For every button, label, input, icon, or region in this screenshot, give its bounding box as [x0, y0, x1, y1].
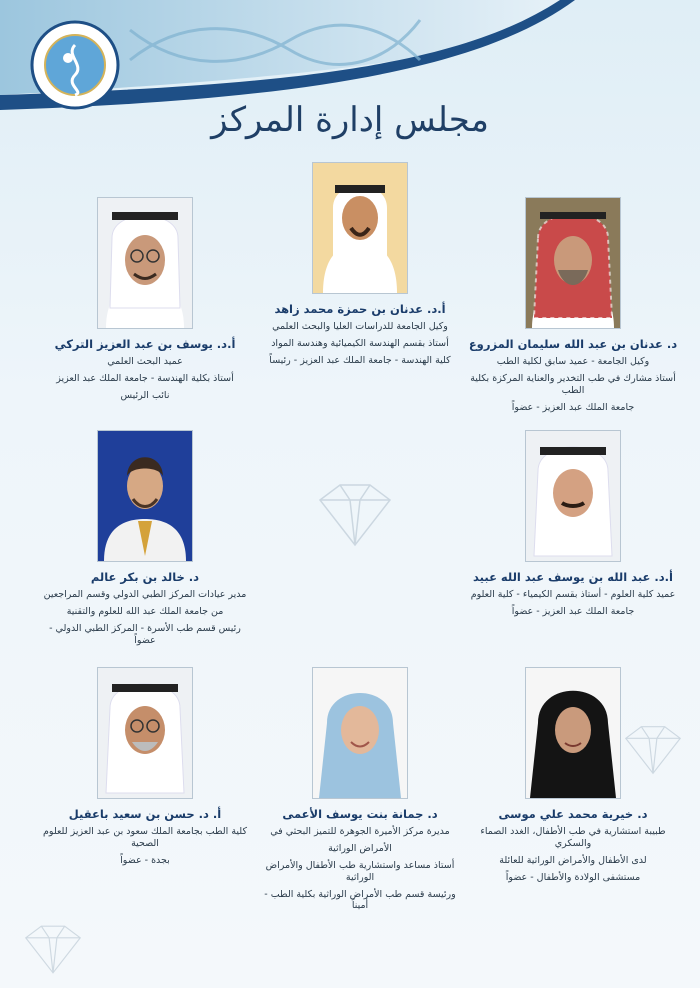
member-photo: [525, 667, 621, 799]
member-name: د. خيرية محمد علي موسى: [498, 807, 648, 821]
member-line: من جامعة الملك عبد الله للعلوم والتقنية: [66, 605, 224, 617]
member-photo: [97, 667, 193, 799]
member-line: لدى الأطفال والأمراض الوراثية للعائلة: [499, 854, 647, 866]
member-line: أستاذ بكلية الهندسة - جامعة الملك عبد العزيز: [56, 372, 234, 384]
page-title: مجلس إدارة المركز: [211, 100, 489, 140]
diamond-decoration-left: [18, 922, 88, 977]
member-photo: [312, 667, 408, 799]
member-photo: [525, 430, 621, 562]
member-line: وكيل الجامعة للدراسات العليا والبحث العلمي: [272, 321, 448, 332]
member-line: أستاذ بقسم الهندسة الكيميائية وهندسة المواد: [271, 337, 449, 349]
member-card: [468, 197, 678, 414]
member-card: [40, 430, 250, 647]
member-line: وكيل الجامعة - عميد سابق لكلية الطب: [496, 356, 650, 367]
member-card: [40, 197, 250, 402]
member-card: [255, 667, 465, 912]
member-line: مستشفى الولادة والأطفال - عضواً: [505, 871, 641, 883]
member-name: د. عدنان بن عبد الله سليمان المزروع: [468, 337, 678, 351]
member-line: ورئيسة قسم طب الأمراض الوراثية بكلية الطب - أميناً: [264, 888, 456, 912]
diamond-decoration-center: [310, 480, 400, 550]
member-line: الأمراض الوراثية: [328, 842, 392, 854]
member-name: د. خالد بن بكر عالم: [90, 570, 200, 584]
member-photo: [312, 162, 408, 294]
member-line: نائب الرئيس: [120, 389, 170, 401]
member-name: أ. د. حسن بن سعيد باعقيل: [68, 807, 222, 821]
member-line: أستاذ مشارك في طب التخدير والعناية المركزة بكلية الطب: [470, 372, 676, 396]
member-name: أ.د. عدنان بن حمزة محمد زاهد: [274, 302, 446, 316]
member-line: جامعة الملك عبد العزيز - عضواً: [511, 401, 635, 413]
member-photo: [525, 197, 621, 329]
member-line: مديرة مركز الأميرة الجوهرة للتميز البحثي في: [270, 826, 450, 837]
member-name: د. جمانة بنت يوسف الأعمى: [282, 807, 438, 821]
member-line: بجدة - عضواً: [120, 854, 170, 866]
member-line: طبيبة استشارية في طب الأطفال، الغدد الصماء والسكري: [480, 826, 666, 849]
member-line: أستاذ مساعد واستشارية طب الأطفال والأمراض الوراثية: [265, 859, 455, 883]
member-line: عميد البحث العلمي: [107, 356, 183, 367]
member-line: جامعة الملك عبد العزيز - عضواً: [511, 605, 635, 617]
member-card: [468, 667, 678, 884]
member-line: كلية الهندسة - جامعة الملك عبد العزيز - رئيساً: [269, 354, 451, 366]
member-line: رئيس قسم طب الأسرة - المركز الطبي الدولي - عضواً: [49, 622, 241, 646]
member-line: كلية الطب بجامعة الملك سعود بن عبد العزيز للعلوم الصحية: [43, 826, 247, 849]
member-card: [40, 667, 250, 867]
member-photo: [97, 430, 193, 562]
member-card: [468, 430, 678, 618]
member-name: أ.د. يوسف بن عبد العزيز التركي: [54, 337, 236, 351]
member-line: مدير عيادات المركز الطبي الدولي وقسم المراجعين: [43, 589, 247, 600]
member-photo: [97, 197, 193, 329]
member-name: أ.د. عبد الله بن يوسف عبد الله عبيد: [473, 570, 673, 584]
member-card: [255, 162, 465, 367]
member-line: عميد كلية العلوم - أستاذ بقسم الكيمياء - كلية العلوم: [470, 589, 676, 600]
center-logo: [30, 20, 120, 110]
